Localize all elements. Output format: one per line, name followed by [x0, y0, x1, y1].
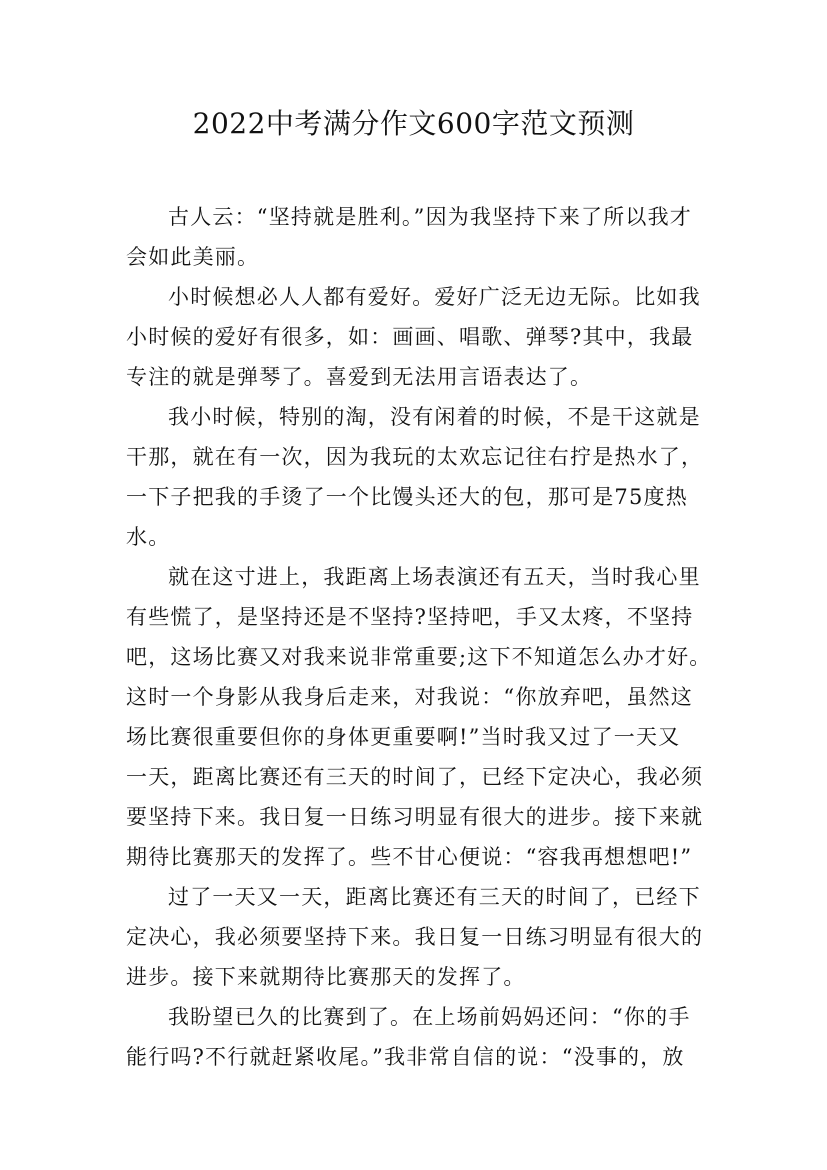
text-line: 一下子把我的手烫了一个比馒头还大的包，那可是75度热 [126, 485, 688, 509]
text-line: 水。 [126, 525, 171, 549]
text-line: 小时候的爱好有很多，如：画画、唱歌、弹琴?其中，我最 [126, 325, 694, 349]
document-title: 2022中考满分作文600字范文预测 [192, 107, 635, 140]
text-line: 干那，就在有一次，因为我玩的太欢忘记往右拧是热水了， [126, 445, 704, 469]
text-line: 一天，距离比赛还有三天的时间了，已经下定决心，我必须 [126, 765, 704, 789]
text-line: 会如此美丽。 [126, 245, 260, 269]
text-line: 吧，这场比赛又对我来说非常重要;这下不知道怎么办才好。 [126, 645, 712, 669]
text-line: 定决心，我必须要坚持下来。我日复一日练习明显有很大的 [126, 925, 704, 949]
paragraph [126, 197, 708, 277]
text-line: 古人云：“坚持就是胜利。”因为我坚持下来了所以我才 [168, 205, 692, 229]
document-body [126, 197, 712, 1077]
paragraph [126, 997, 708, 1077]
paragraph [126, 557, 712, 877]
paragraph [126, 877, 708, 997]
paragraph [126, 277, 708, 397]
text-line: 能行吗?不行就赶紧收尾。”我非常自信的说：“没事的，放 [126, 1045, 685, 1069]
text-line: 我小时候，特别的淘，没有闲着的时候，不是干这就是 [168, 405, 701, 429]
text-line: 就在这寸进上，我距离上场表演还有五天，当时我心里 [168, 565, 701, 589]
text-line: 进步。接下来就期待比赛那天的发挥了。 [126, 965, 526, 989]
text-line: 这时一个身影从我身后走来，对我说：“你放弃吧，虽然这 [126, 685, 693, 709]
text-line: 有些慌了，是坚持还是不坚持?坚持吧，手又太疼，不坚持 [126, 605, 694, 629]
text-line: 小时候想必人人都有爱好。爱好广泛无边无际。比如我 [168, 285, 701, 309]
text-line: 场比赛很重要但你的身体更重要啊!”当时我又过了一天又 [126, 725, 681, 749]
text-line: 要坚持下来。我日复一日练习明显有很大的进步。接下来就 [126, 805, 704, 829]
text-line: 我盼望已久的比赛到了。在上场前妈妈还问：“你的手 [168, 1005, 691, 1029]
paragraph [126, 397, 708, 557]
text-line: 期待比赛那天的发挥了。些不甘心便说：“容我再想想吧!” [126, 845, 693, 869]
text-line: 过了一天又一天，距离比赛还有三天的时间了，已经下 [168, 885, 701, 909]
text-line: 专注的就是弹琴了。喜爱到无法用言语表达了。 [126, 365, 593, 389]
